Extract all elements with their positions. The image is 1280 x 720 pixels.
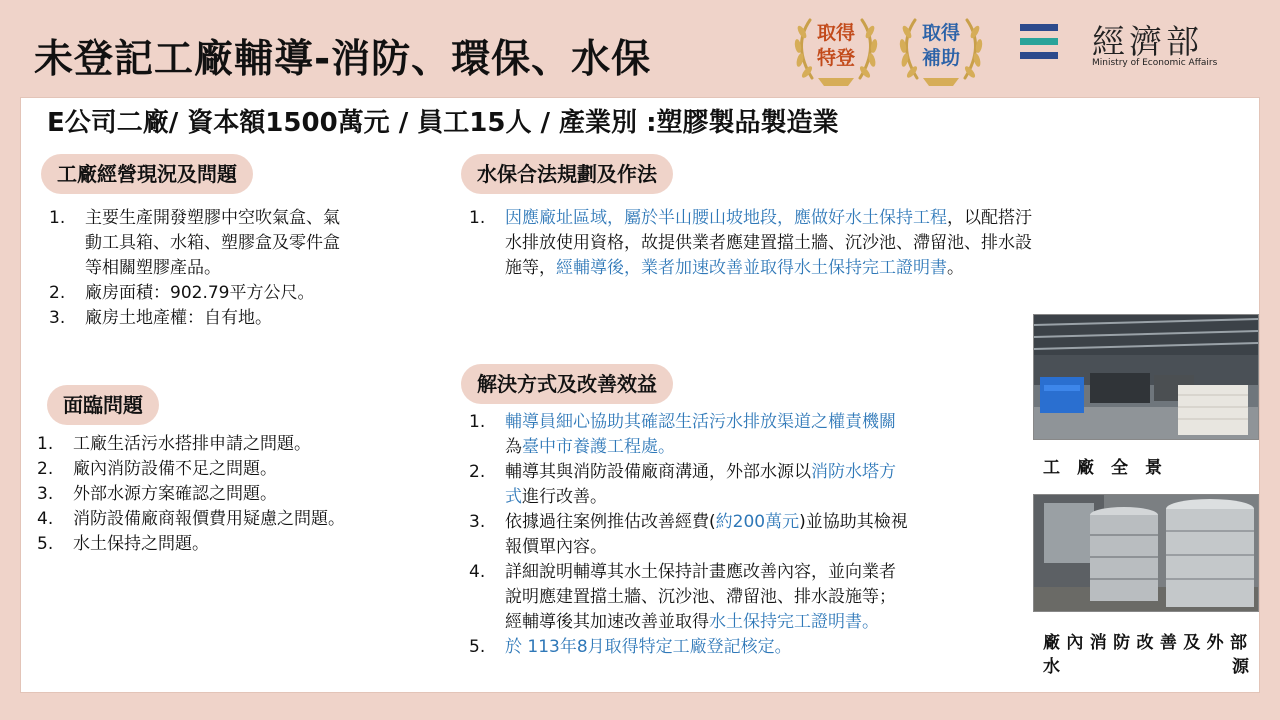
page-title: 未登記工廠輔導-消防、環保、水保	[34, 37, 652, 82]
company-summary: E公司二廠/ 資本額1500萬元 / 員工15人 / 產業別 :塑膠製品製造業	[47, 108, 839, 138]
section-water-heading: 水保合法規劃及作法	[461, 154, 673, 194]
problems-list	[37, 432, 437, 557]
list-item: 1. 工廠生活污水搭排申請之問題。	[37, 434, 311, 454]
list-item: 3. 廠房土地產權：自有地。	[49, 308, 272, 328]
badge-subsidy	[893, 12, 989, 90]
list-item: 2. 廠房面積：902.79平方公尺。	[49, 283, 315, 303]
photo-caption: 廠內消防改善及外部	[1043, 633, 1249, 653]
badge-line: 取得	[921, 22, 960, 44]
list-item: 5. 水土保持之問題。	[37, 534, 209, 554]
ministry-name: 經濟部	[1092, 22, 1203, 61]
photo-caption: 水 源	[1043, 657, 1249, 677]
list-item: 4. 詳細說明輔導其水土保持計畫應改善內容，並向業者 說明應建置擋土牆、沉沙池、滯留池、排水設施等； 經輔導後其加速改善並取得水土保持完工證明書。	[469, 562, 896, 632]
list-item: 5. 於 113年8月取得特定工廠登記核定。	[469, 637, 792, 657]
status-list	[49, 206, 429, 331]
content-card	[20, 97, 1260, 693]
section-problems-heading: 面臨問題	[47, 385, 159, 425]
list-item: 1. 輔導員細心協助其確認生活污水排放渠道之權責機關 為臺中市養護工程處。	[469, 412, 896, 457]
photo-caption: 工 廠 全 景	[1043, 458, 1162, 478]
list-item: 1. 主要生產開發塑膠中空吹氣盒、氣 動工具箱、水箱、塑膠盒及零件盒 等相關塑膠產品。	[49, 208, 340, 278]
ministry-name-en: Ministry of Economic Affairs	[1092, 58, 1218, 68]
factory-overview-photo	[1033, 314, 1259, 440]
section-solution-heading: 解決方式及改善效益	[461, 364, 673, 404]
badge-line: 補助	[921, 47, 960, 69]
list-item: 3. 外部水源方案確認之問題。	[37, 484, 277, 504]
ministry-logo-icon	[1020, 22, 1058, 62]
list-item: 2. 輔導其與消防設備廠商溝通，外部水源以消防水塔方 式進行改善。	[469, 462, 896, 507]
list-item: 3. 依據過往案例推估改善經費(約200萬元)並協助其檢視 報價單內容。	[469, 512, 908, 557]
badge-line: 特登	[816, 47, 855, 69]
list-item: 4. 消防設備廠商報價費用疑慮之問題。	[37, 509, 345, 529]
solution-list	[469, 410, 1029, 660]
badge-line: 取得	[816, 22, 855, 44]
badge-special-registration	[788, 12, 884, 90]
fire-water-tank-photo	[1033, 494, 1259, 612]
list-item: 1. 因應廠址區域，屬於半山腰山坡地段，應做好水土保持工程，以配搭汙 水排放使用資格，故提供業者應建置擋土牆、沉沙池、滯留池、排水設 施等，經輔導後，業者加速改善並取得水土保持完工證明書。	[469, 208, 1032, 278]
water-list	[469, 206, 1189, 281]
list-item: 2. 廠內消防設備不足之問題。	[37, 459, 277, 479]
water-tank-image	[1034, 495, 1259, 612]
factory-interior-image	[1034, 315, 1259, 440]
section-status-heading: 工廠經營現況及問題	[41, 154, 253, 194]
